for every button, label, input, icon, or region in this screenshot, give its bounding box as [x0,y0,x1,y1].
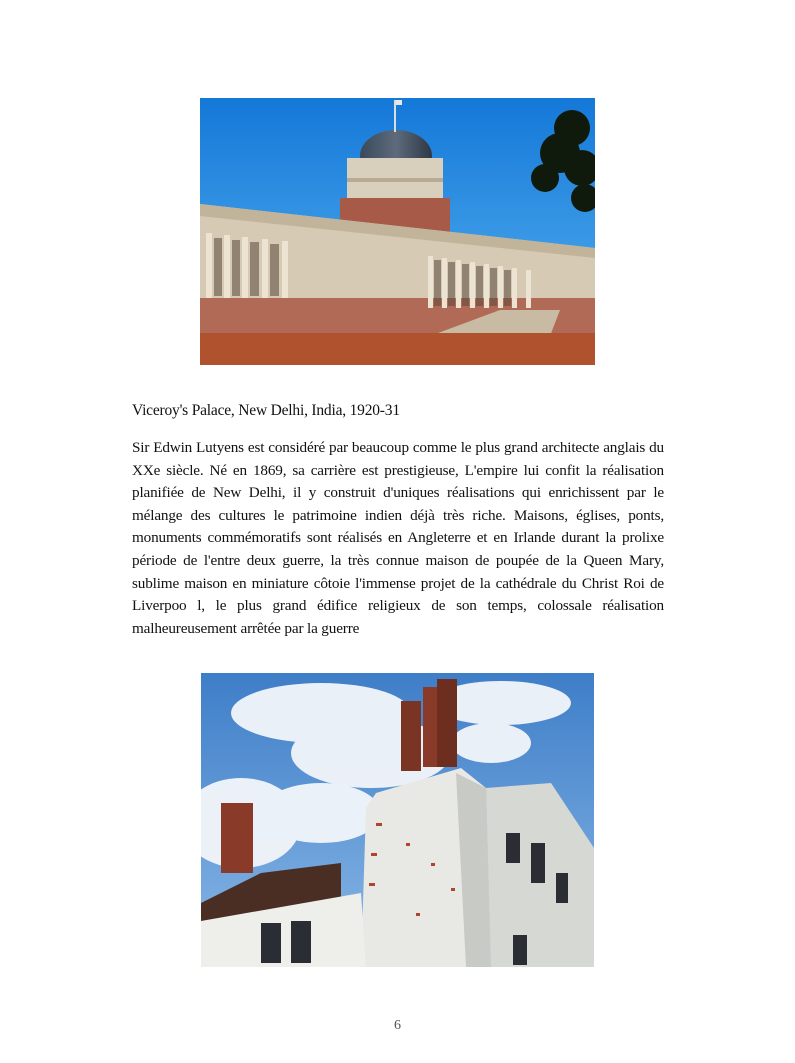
brick-chimney-house-photo [201,673,594,967]
body-paragraph: Sir Edwin Lutyens est considéré par beaucoup comme le plus grand architecte anglais du XXe siècle. Né en 1869, sa carrière est prestigieuse, L'empire lui confit la réalisation planifiée de New Delhi, il y construit d'uniques réalisations qui enrichissent par le mélange des cultures le patrimoine indien déjà très riche. Maisons, églises, ponts, monuments commémoratifs sont réalisés en Angleterre et en Irlande durant la prolixe période de l'entre deux guerre, la très connue maison de poupée de la Queen Mary, sublime maison en miniature côtoie l'immense projet de la cathédrale du Christ Roi de Liverpoo l, le plus grand édifice religieux de son temps, colossale réalisation malheureusement arrêtée par la guerre [132,439,664,637]
house-illustration [201,673,594,967]
figure-caption: Viceroy's Palace, New Delhi, India, 1920-31 [132,402,400,419]
page-number: 6 [394,1018,401,1033]
palace-illustration [200,98,595,365]
viceroys-palace-photo [200,98,595,365]
